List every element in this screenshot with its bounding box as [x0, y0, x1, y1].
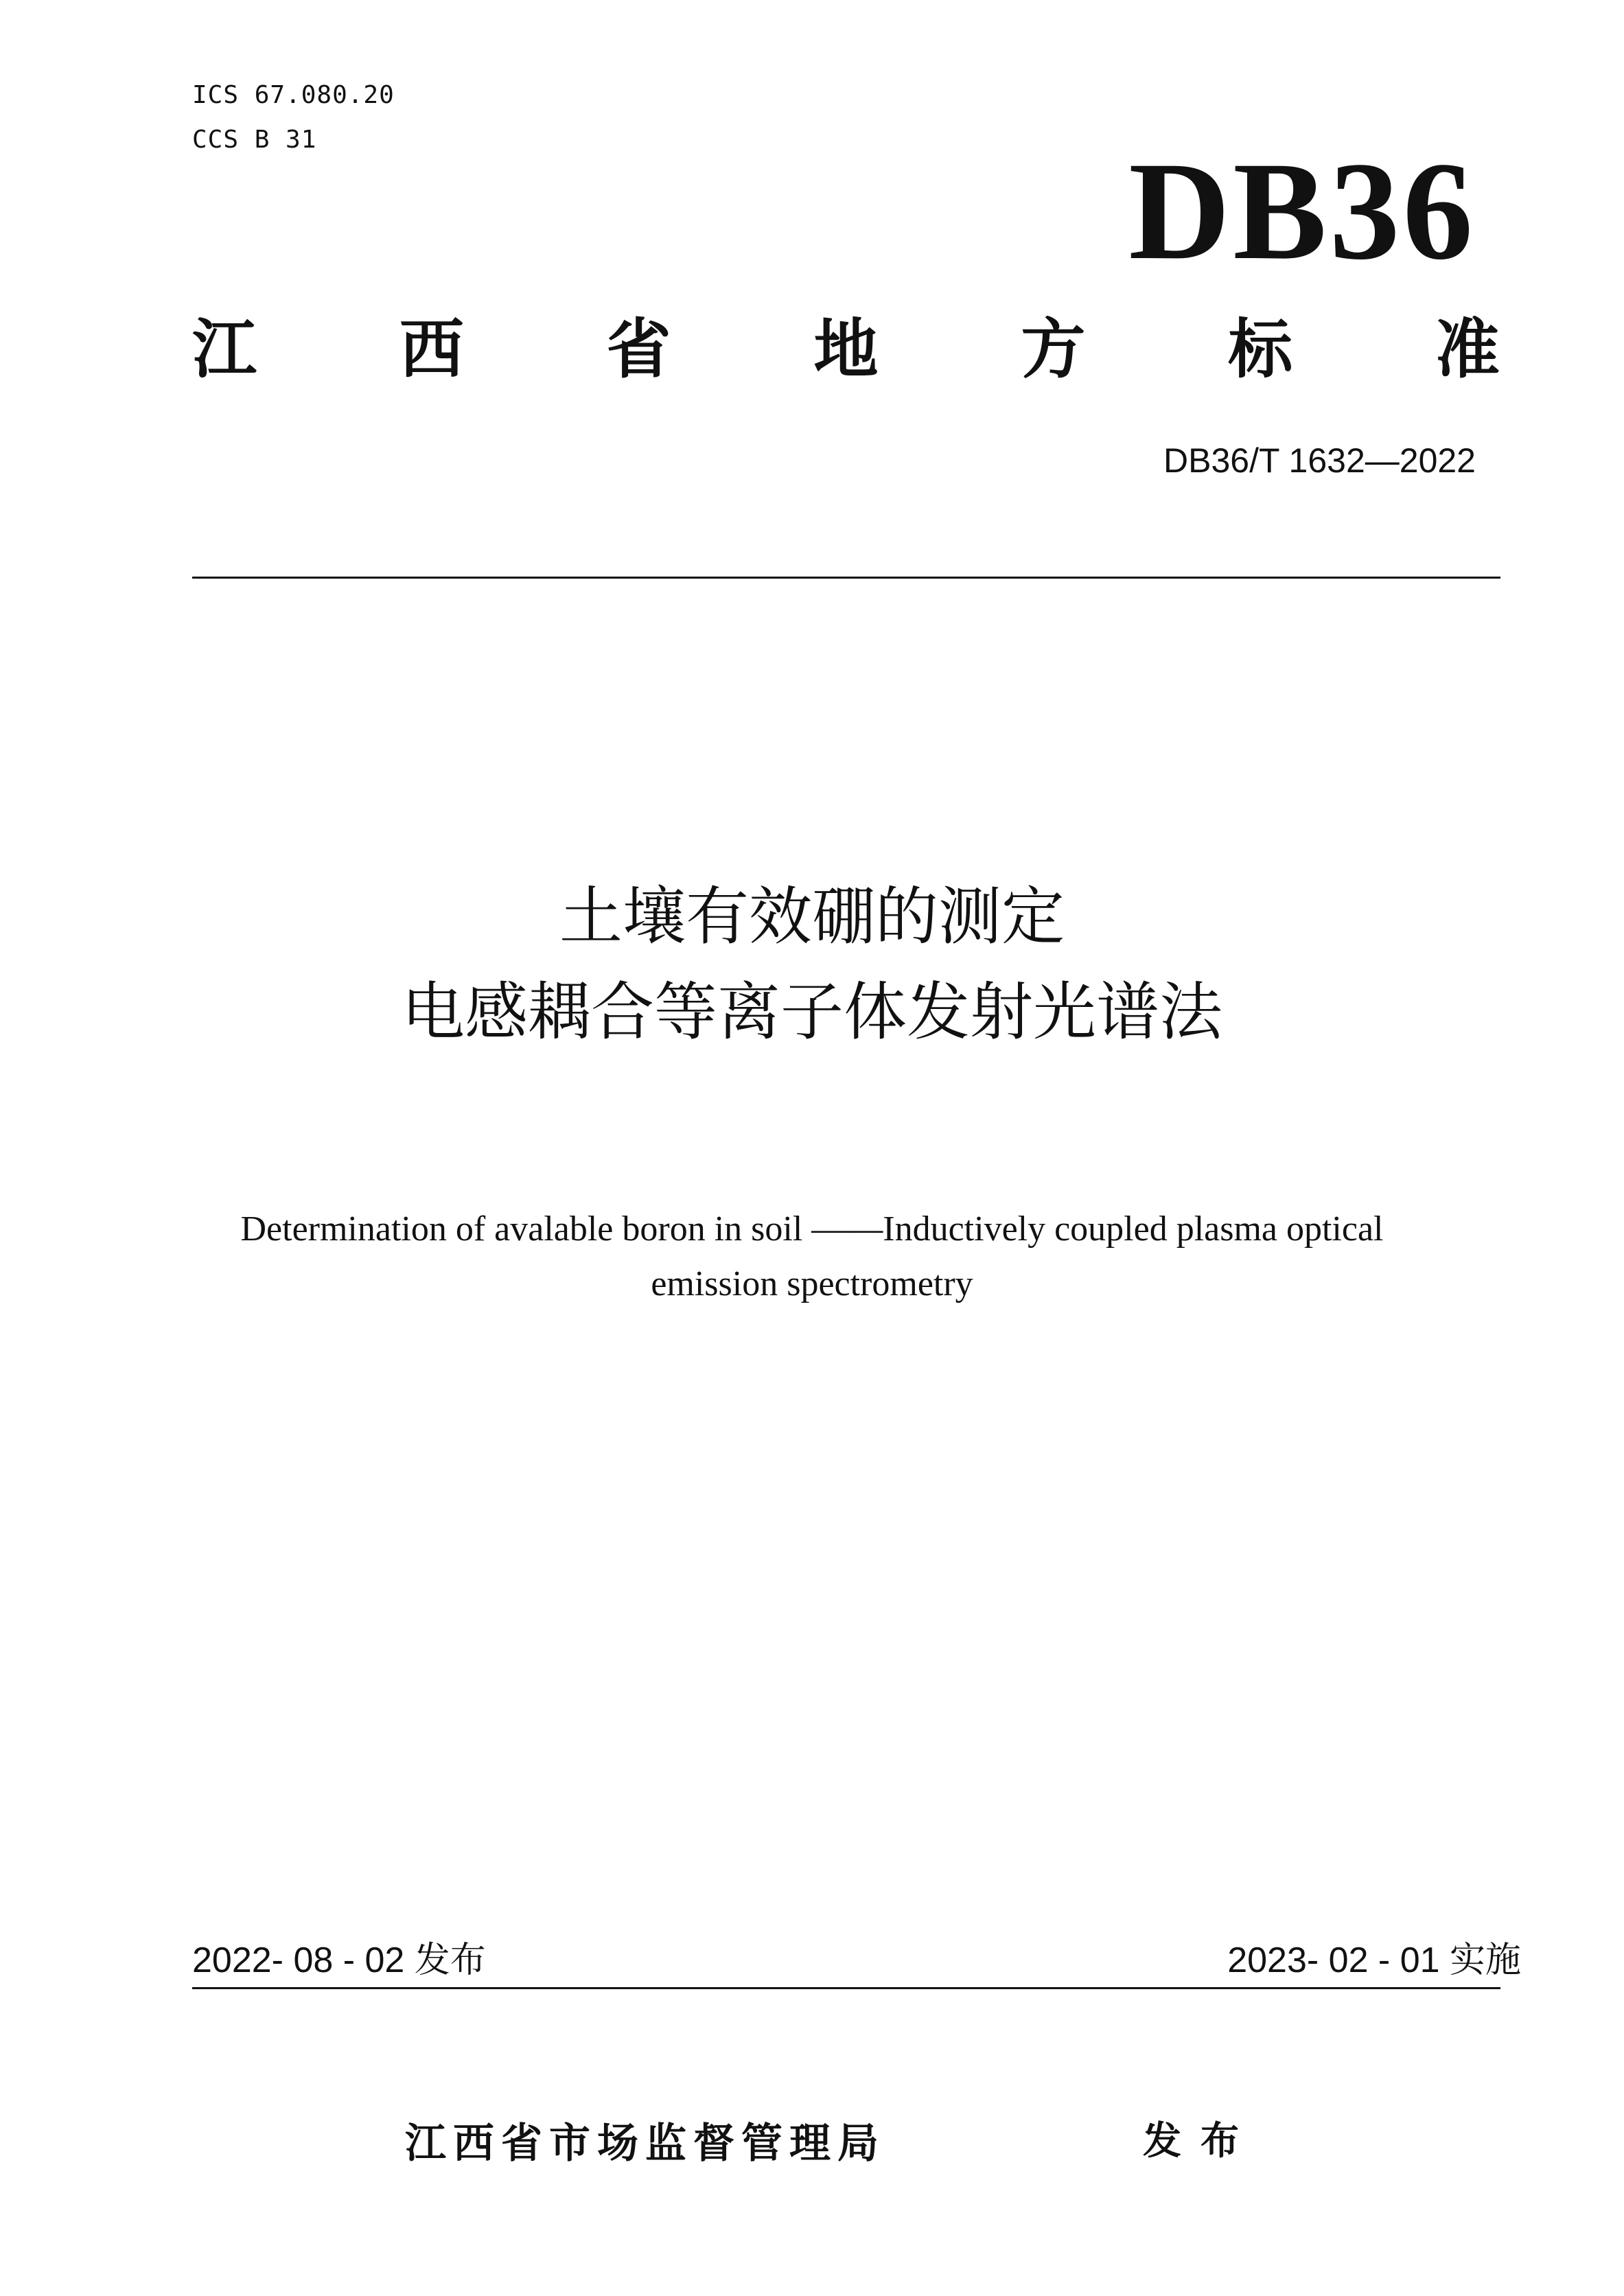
top-divider — [192, 577, 1500, 579]
standard-number: DB36/T 1632—2022 — [1163, 441, 1476, 480]
title-en-line-1: Determination of avalable boron in soil ——Inductively coupled plasma optical — [240, 1209, 1384, 1249]
title-en-line-2: emission spectrometry — [651, 1264, 973, 1303]
issue-date: 2022- 08 - 02 发布 — [192, 1940, 486, 1980]
ics-code: ICS 67.080.20 — [192, 81, 395, 109]
bottom-divider — [192, 1987, 1500, 1989]
standard-type-char: 西 — [399, 312, 464, 387]
title-cn-line-1: 土壤有效硼的测定 — [559, 880, 1065, 953]
standard-type-heading — [192, 312, 1500, 387]
title-cn-line-2: 电感耦合等离子体发射光谱法 — [401, 975, 1222, 1049]
standard-type-char: 准 — [1435, 312, 1500, 387]
standard-type-char: 省 — [606, 312, 671, 387]
publish-label: 发布 — [1143, 2119, 1258, 2164]
standard-type-char: 地 — [813, 312, 879, 387]
db-code-logo: DB36 — [1128, 133, 1476, 289]
ccs-code: CCS B 31 — [192, 126, 317, 154]
standard-type-char: 方 — [1021, 312, 1086, 387]
implementation-date: 2023- 02 - 01 实施 — [1227, 1940, 1521, 1980]
standard-type-char: 标 — [1228, 312, 1293, 387]
standard-type-char: 江 — [192, 312, 257, 387]
publisher-name: 江西省市场监督管理局 — [405, 2120, 885, 2168]
